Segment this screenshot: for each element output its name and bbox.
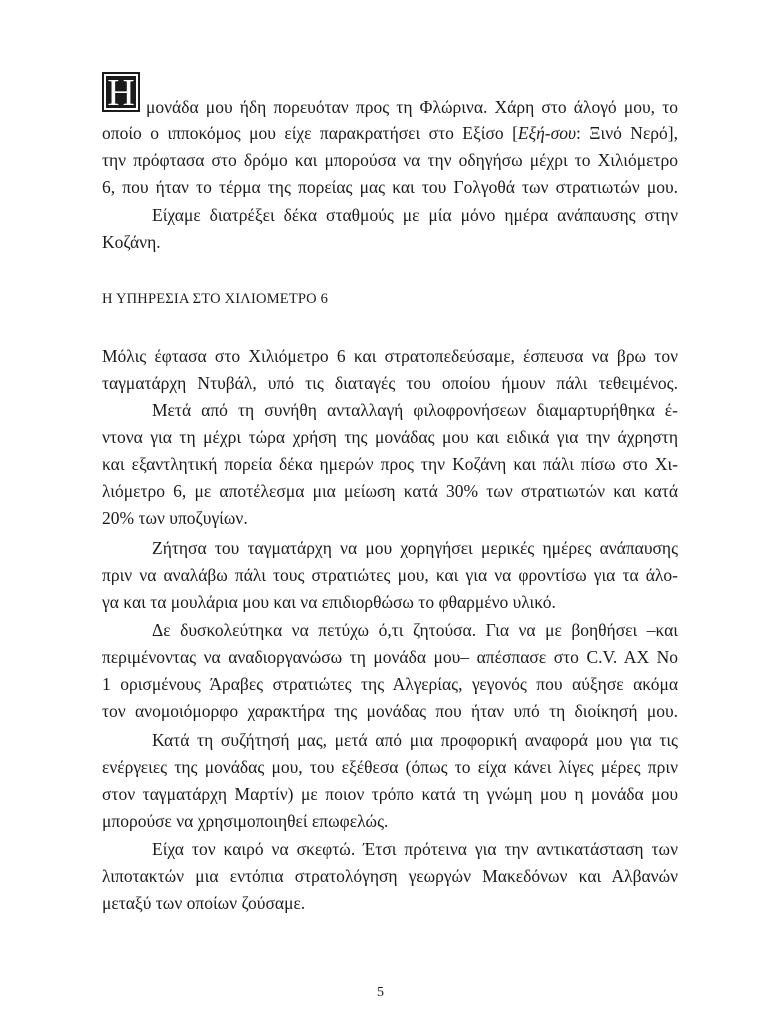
body-line: μεταξύ των οποίων ζούσαμε.: [102, 893, 306, 913]
opening-line-2: [102, 120, 678, 146]
body-line: Ζήτησα του ταγματάρχη να μου χορηγήσει μερικές ημέρες ανάπαυσης: [152, 538, 678, 558]
body-line: περιμένοντας να αναδιοργανώσω τη μονάδα μου– απέσπασε στο C.V. AX No: [102, 647, 678, 667]
body-line: Μόλις έφτασα στο Χιλιόμετρο 6 και στρατοπεδεύσαμε, έσπευσα να βρω τον: [102, 346, 678, 366]
body-line: ενέργειες της μονάδας μου, του εξέθεσα (όπως το είχα κάνει λίγες μέρες πριν: [102, 757, 678, 777]
opening-line-5: Είχαμε διατρέξει δέκα σταθμούς με μία μόνο ημέρα ανάπαυσης στην: [152, 205, 678, 225]
body-line: ταγματάρχη Ντυβάλ, υπό τις διαταγές του οποίου ήμουν πάλι τεθειμένος.: [102, 373, 678, 393]
opening-line-3: την πρόφτασα στο δρόμο και μπορούσα να την οδηγήσω μέχρι το Χιλιόμετρο: [102, 150, 678, 170]
body-line: ντονα για τη μέχρι τώρα χρήση της μονάδας μου και ειδικά για την άχρηστη: [102, 427, 678, 447]
body-line: λιόμετρο 6, με αποτέλεσμα μια μείωση κατά 30% των στρατιωτών και κατά: [102, 481, 678, 501]
opening-line-1: μονάδα μου ήδη πορευόταν προς τη Φλώρινα. Χάρη στο άλογό μου, το: [146, 97, 678, 117]
body-line: γα και τα μουλάρια μου και να επιδιορθώσω το φθαρμένο υλικό.: [102, 592, 556, 612]
body-line: Είχα τον καιρό να σκεφτώ. Έτσι πρότεινα για την αντικατάσταση των: [152, 839, 678, 859]
body-line: Κατά τη συζήτησή μας, μετά από μια προφορική αναφορά μου για τις: [152, 730, 678, 750]
body-line: και εξαντλητική πορεία δέκα ημερών προς την Κοζάνη και πάλι πίσω στο Χι-: [102, 454, 678, 474]
body-line: τον ανομοιόμορφο χαρακτήρα της μονάδας που ήταν υπό τη διοίκησή μου.: [102, 701, 678, 721]
body-line: 20% των υποζυγίων.: [102, 508, 248, 528]
opening-line-2-text-b: : Ξινό Νερό],: [576, 123, 678, 143]
italic-place-name: Εξή-σου: [517, 123, 576, 143]
body-line: πριν να αναλάβω πάλι τους στρατιώτες μου, και για να φροντίσω για τα άλο-: [102, 565, 678, 585]
body-line: στον ταγματάρχη Μαρτίν) με ποιον τρόπο κατά τη γνώμη μου η μονάδα μου: [102, 784, 678, 804]
body-line: μπορούσε να χρησιμοποιηθεί επωφελώς.: [102, 811, 389, 831]
body-line: λιποτακτών μια εντόπια στρατολόγηση γεωργών Μακεδόνων και Αλβανών: [102, 866, 678, 886]
body-line: 1 ορισμένους Άραβες στρατιώτες της Αλγερίας, γεγονός που αύξησε ακόμα: [102, 674, 678, 694]
drop-cap: Η: [102, 72, 140, 112]
page-number: 5: [377, 985, 384, 1000]
opening-line-4: 6, που ήταν το τέρμα της πορείας μας και του Γολγοθά των στρατιωτών μου.: [102, 177, 678, 197]
body-line: Δε δυσκολεύτηκα να πετύχω ό,τι ζητούσα. Για να με βοηθήσει –και: [152, 620, 678, 640]
body-line: Μετά από τη συνήθη ανταλλαγή φιλοφρονήσεων διαμαρτυρήθηκα έ-: [152, 400, 678, 420]
opening-line-6: Κοζάνη.: [102, 232, 161, 252]
section-heading: Η ΥΠΗΡΕΣΙΑ ΣΤΟ ΧΙΛΙΟΜΕΤΡΟ 6: [102, 291, 329, 307]
opening-line-2-text-a: οποίο ο ιπποκόμος μου είχε παρακρατήσει στο Εξίσο [: [102, 123, 518, 143]
